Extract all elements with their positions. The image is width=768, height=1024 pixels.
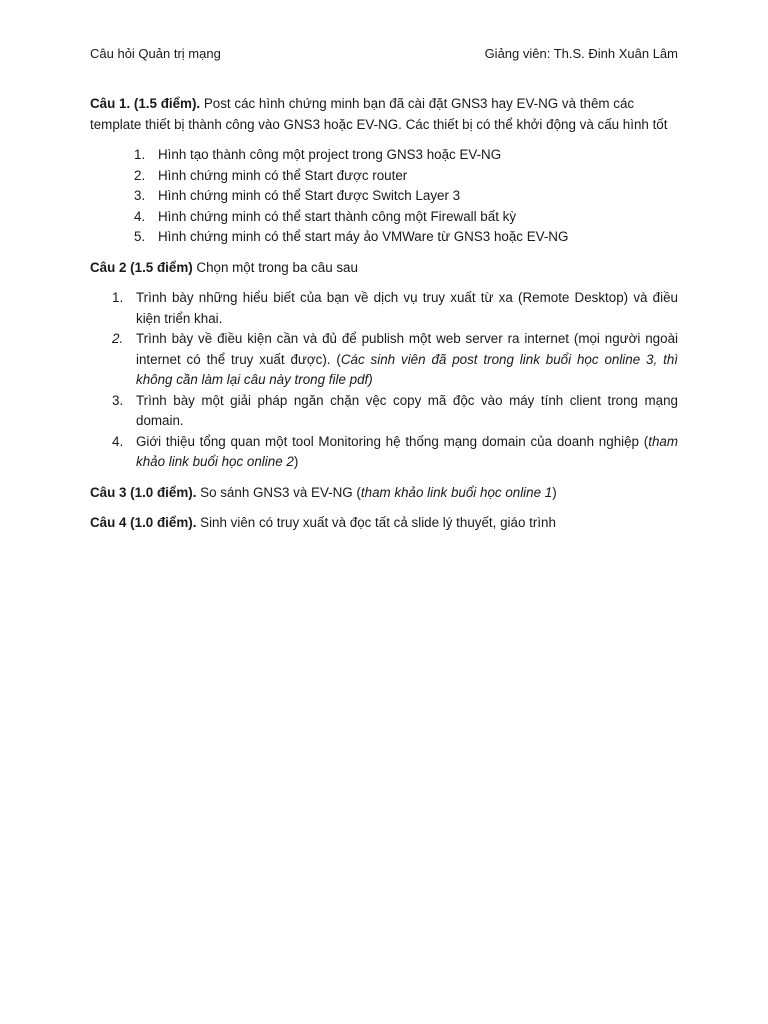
- question-3-note: tham khảo link buổi học online 1: [360, 484, 553, 500]
- list-item-closing: ): [293, 454, 299, 469]
- list-item: [90, 329, 678, 391]
- question-3-label: Câu 3 (1.0 điểm).: [90, 484, 197, 500]
- list-item-text: Hình chứng minh có thể Start được router: [158, 167, 408, 183]
- question-4-text: Sinh viên có truy xuất và đọc tất cả slide lý thuyết, giáo trình: [196, 515, 556, 530]
- list-item-number: 4.: [112, 433, 124, 449]
- list-item: [90, 288, 678, 329]
- question-1-list: [90, 145, 678, 248]
- list-item-text: Hình chứng minh có thể start máy ảo VMWare từ GNS3 hoặc EV-NG: [158, 229, 569, 244]
- question-1: [90, 94, 678, 135]
- list-item: [90, 227, 678, 248]
- list-item-number: 3.: [112, 392, 124, 408]
- question-2-text: Chọn một trong ba câu sau: [192, 259, 358, 275]
- list-item: [90, 391, 678, 432]
- question-4-label: Câu 4 (1.0 điểm).: [90, 515, 197, 530]
- list-item-text: Trình bày về điều kiện cần và đủ để publish một web server ra internet (mọi người ngoài internet có thể truy xuất được). (: [136, 331, 678, 367]
- question-2: [90, 258, 678, 279]
- list-item: [90, 186, 678, 207]
- question-3: [90, 483, 678, 504]
- list-item: [90, 432, 678, 473]
- list-item-text: Trình bày một giải pháp ngăn chặn vệc copy mã độc vào máy tính client trong mạng domain.: [136, 392, 678, 428]
- list-item-text: Hình chứng minh có thể Start được Switch Layer 3: [158, 188, 461, 203]
- list-item-number: 4.: [134, 208, 146, 224]
- header-lecturer: Giảng viên: Th.S. Đinh Xuân Lâm: [484, 46, 678, 61]
- list-item-text: Trình bày những hiểu biết của bạn về dịch vụ truy xuất từ xa (Remote Desktop) và điều kiện triển khai.: [136, 290, 678, 326]
- list-item-text: Hình chứng minh có thể start thành công một Firewall bất kỳ: [158, 208, 517, 224]
- list-item: [90, 166, 678, 187]
- question-3-closing: ): [552, 484, 557, 500]
- list-item-number: 2.: [134, 167, 146, 183]
- list-item: [90, 207, 678, 228]
- list-item-number: 3.: [134, 188, 146, 203]
- list-item-number: 1.: [134, 147, 146, 162]
- list-item-text: Giới thiệu tổng quan một tool Monitoring hệ thống mạng domain của doanh nghiệp (: [136, 433, 649, 449]
- list-item-number: 1.: [112, 290, 124, 305]
- list-item-number: 2.: [112, 331, 124, 346]
- list-item-number: 5.: [134, 229, 146, 244]
- question-1-label: Câu 1. (1.5 điểm).: [90, 96, 201, 111]
- question-4: [90, 513, 678, 534]
- list-item-text: Hình tạo thành công một project trong GNS3 hoặc EV-NG: [158, 147, 502, 162]
- list-item-note: tham khảo link buổi học online 2: [136, 433, 678, 469]
- list-item: [90, 145, 678, 166]
- list-item-note: Các sinh viên đã post trong link buổi học online 3, thì không cần làm lại câu này trong file pdf): [136, 351, 678, 387]
- document-page: [90, 44, 678, 544]
- page-header: [90, 44, 678, 64]
- question-1-text: Post các hình chứng minh bạn đã cài đặt GNS3 hay EV-NG và thêm các template thiết bị thành công vào GNS3 hoặc EV-NG. Các thiết bị có thể khởi động và cấu hình tốt: [90, 96, 668, 132]
- header-course-title: Câu hỏi Quản trị mạng: [90, 46, 221, 61]
- question-2-list: [90, 288, 678, 473]
- question-2-label: Câu 2 (1.5 điểm): [90, 259, 193, 275]
- question-3-text: So sánh GNS3 và EV-NG (: [196, 484, 361, 500]
